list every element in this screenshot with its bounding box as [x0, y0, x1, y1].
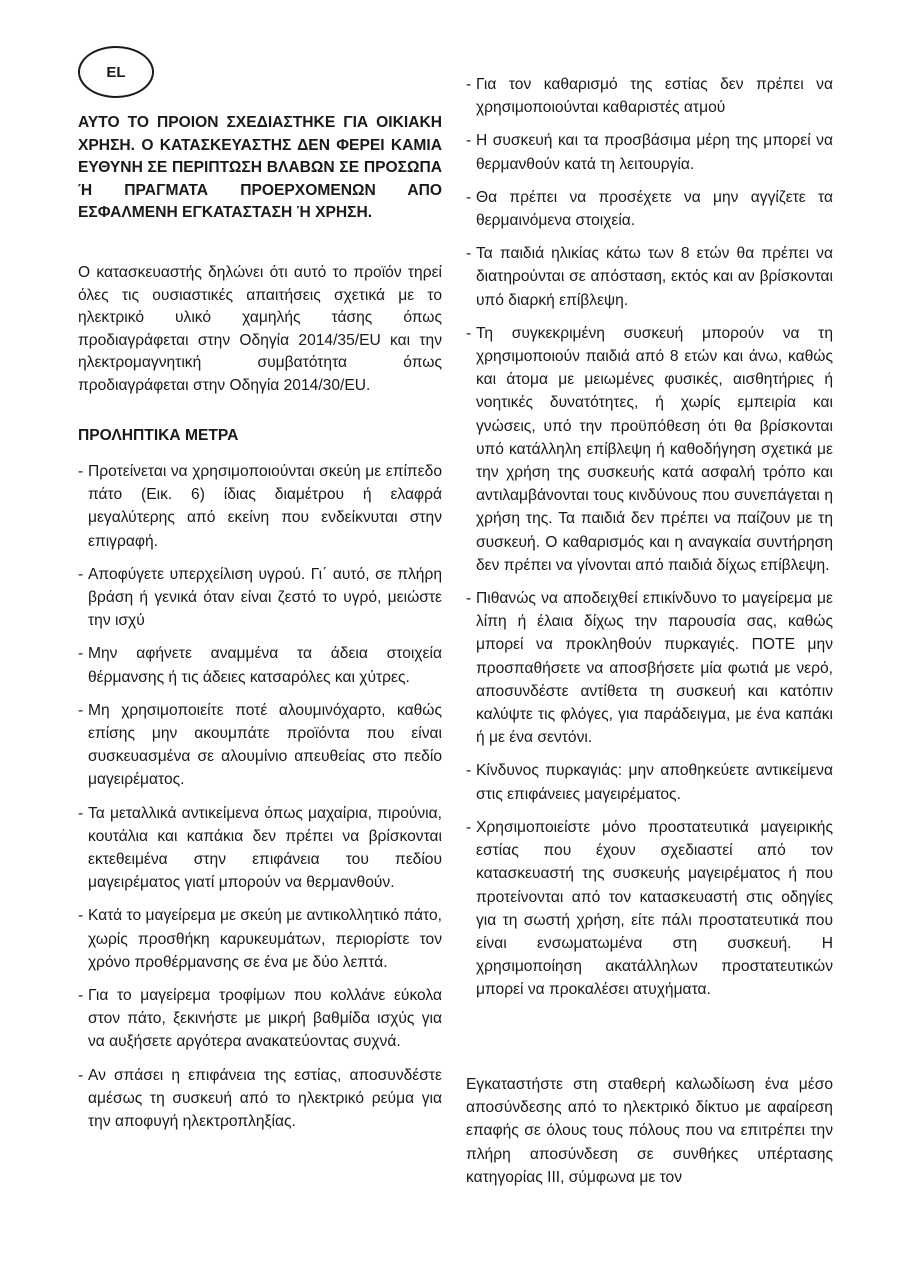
list-item	[78, 904, 442, 974]
dash: -	[466, 76, 472, 93]
list-item	[466, 73, 833, 119]
dash: -	[78, 1066, 84, 1084]
safety-warning: ΑΥΤΟ ΤΟ ΠΡΟΙΟΝ ΣΧΕΔΙΑΣΤΗΚΕ ΓΙΑ ΟΙΚΙΑΚΗ ΧΡΗΣΗ. Ο ΚΑΤΑΣΚΕΥΑΣΤΗΣ ΔΕΝ ΦΕΡΕΙ ΚΑΜΙΑ ΕΥΘΥΝΗ ΣΕ ΠΕΡΙΠΤΩΣΗ ΒΛΑΒΩΝ ΣΕ ΠΡΟΣΩΠΑ Ή ΠΡΑΓΜΑΤΑ ΠΡΟΕΡΧΟΜΕΝΩΝ ΑΠΟ ΕΣΦΑΛΜΕΝΗ ΕΓΚΑΤΑΣΤΑΣΗ Ή ΧΡΗΣΗ.	[78, 114, 442, 222]
list-item	[78, 1064, 442, 1134]
dash: -	[466, 762, 472, 780]
list-item-text: Τα μεταλλικά αντικείμενα όπως μαχαίρια, πιρούνια, κουτάλια και καπάκια δεν πρέπει να βρίσκονται εκτεθειμένα στην επιφάνεια του πεδίου μαγειρέματος γιατί μπορούν να θερμανθούν.	[88, 804, 442, 892]
dash: -	[78, 701, 84, 719]
dash: -	[78, 804, 84, 822]
list-item-text: Για τον καθαρισμό της εστίας δεν πρέπει να χρησιμοποιούνται καθαριστές ατμού	[476, 76, 833, 117]
list-item-text: Αποφύγετε υπερχείλιση υγρού. Γι΄ αυτό, σε πλήρη βράση ή γενικά όταν είναι ζεστό το υγρό, μειώστε την ισχύ	[88, 565, 442, 630]
dash: -	[78, 565, 84, 583]
dash: -	[466, 245, 472, 263]
list-item	[466, 322, 833, 577]
list-item-text: Μη χρησιμοποιείτε ποτέ αλουμινόχαρτο, καθώς επίσης μην ακουμπάτε προϊόντα που είναι συσκευασμένα σε αλουμίνιο απευθείας στο πεδίο μαγειρέματος.	[88, 701, 442, 789]
list-item-text: Για το μαγείρεμα τροφίμων που κολλάνε εύκολα στον πάτο, ξεκινήστε με μικρή βαθμίδα ισχύς για να αυξήσετε αργότερα ανακατεύοντας συχνά.	[88, 987, 442, 1051]
precautions-list-left	[78, 460, 442, 1143]
list-item-text: Τη συγκεκριμένη συσκευή μπορούν να τη χρησιμοποιούν παιδιά από 8 ετών και άνω, καθώς και άτομα με μειωμένες φυσικές, αισθητήριες ή νοητικές δυνατότητες, ή χωρίς εμπειρία και γνώσεις, υπό την προϋπόθεση ότι θα βρίσκονται υπό κατάλληλη επίβλεψη ή καθοδήγηση σχετικά με την χρήση της συσκευής κατά ασφαλή τρόπο και αντιλαμβάνονται τους κινδύνους που συνεπάγεται η χρήση της. Τα παιδιά δεν πρέπει να παίζουν με τη συσκευή. Ο καθαρισμός και η αναγκαία συντήρηση δεν πρέπει να γίνονται από παιδιά δίχως επίβλεψη.	[476, 324, 833, 574]
list-item-text: Αν σπάσει η επιφάνεια της εστίας, αποσυνδέστε αμέσως τη συσκευή από το ηλεκτρικό ρεύμα για την αποφυγή ηλεκτροπληξίας.	[88, 1066, 442, 1131]
dash: -	[78, 463, 84, 480]
list-item	[78, 563, 442, 633]
list-item-text: Θα πρέπει να προσέχετε να μην αγγίζετε τα θερμαινόμενα στοιχεία.	[476, 188, 833, 230]
language-badge	[78, 46, 154, 98]
list-item	[466, 816, 833, 1002]
dash: -	[466, 590, 472, 608]
list-item-text: Κατά το μαγείρεμα με σκεύη με αντικολλητικό πάτο, χωρίς προσθήκη καρυκευμάτων, περιορίστε τον χρόνο προθέρμανσης σε ένα με δύο λεπτά.	[88, 907, 442, 971]
list-item	[466, 759, 833, 805]
dash: -	[466, 188, 472, 206]
dash: -	[78, 907, 84, 925]
list-item	[78, 802, 442, 895]
dash: -	[78, 645, 84, 663]
dash: -	[466, 132, 472, 150]
list-item	[78, 984, 442, 1054]
list-item	[466, 587, 833, 749]
language-code: EL	[106, 63, 126, 81]
list-item	[78, 699, 442, 792]
list-item-text: Πιθανώς να αποδειχθεί επικίνδυνο το μαγείρεμα με λίπη ή έλαια δίχως την παρουσία σας, καθώς μπορεί να προκληθούν πυρκαγιές. ΠΟΤΕ μην προσπαθήσετε να αποσβήσετε μία φωτιά με νερό, αποσυνδέστε αντίθετα τη συσκευή και κατόπιν καλύψτε τις φλόγες, για παράδειγμα, με ένα καπάκι ή με ένα σεντόνι.	[476, 590, 833, 747]
list-item	[466, 242, 833, 312]
list-item	[466, 129, 833, 175]
dash: -	[466, 818, 472, 836]
dash: -	[466, 324, 472, 342]
section-heading: ΠΡΟΛΗΠΤΙΚΑ ΜΕΤΡΑ	[78, 427, 239, 444]
list-item-text: Κίνδυνος πυρκαγιάς: μην αποθηκεύετε αντικείμενα στις επιφάνειες μαγειρέματος.	[476, 762, 833, 803]
list-item-text: Χρησιμοποιείστε μόνο προστατευτικά μαγειρικής εστίας που έχουν σχεδιαστεί από τον κατασκευαστή της συσκευής μαγειρέματος ή που προτείνονται από τον κατασκευαστή στις οδηγίες για τη σωστή χρήση, είτε πάλι προστατευτικά που είναι ενσωματωμένα στη συσκευή. Η χρησιμοποίηση ακατάλληλων προστατευτικών μπορεί να προκαλέσει ατυχήματα.	[476, 818, 833, 999]
installation-note: Εγκαταστήστε στη σταθερή καλωδίωση ένα μέσο αποσύνδεσης από το ηλεκτρικό δίκτυο με αφαίρεση επαφής σε όλους τους πόλους που να επιτρέπει την πλήρη αποσύνδεση σε συνθήκες υπέρτασης κατηγορίας III, σύμφωνα με τον	[466, 1076, 833, 1186]
list-item	[466, 186, 833, 232]
conformity-declaration: Ο κατασκευαστής δηλώνει ότι αυτό το προϊόν τηρεί όλες τις ουσιαστικές απαιτήσεις σχετικά με το ηλεκτρικό υλικό χαμηλής τάσης όπως προδιαγράφεται στην Οδηγία 2014/35/EU και την ηλεκτρομαγνητική συμβατότητα όπως προδιαγράφεται στην Οδηγία 2014/30/EU.	[78, 264, 442, 394]
precautions-list-right	[466, 73, 833, 1012]
list-item-text: Η συσκευή και τα προσβάσιμα μέρη της μπορεί να θερμανθούν κατά τη λειτουργία.	[476, 132, 833, 173]
list-item-text: Προτείνεται να χρησιμοποιούνται σκεύη με επίπεδο πάτο (Εικ. 6) ίδιας διαμέτρου ή ελαφρά μεγαλύτερης από εκείνη που ενδείκνυται στην επιγραφή.	[88, 463, 442, 550]
list-item	[78, 460, 442, 553]
list-item-text: Μην αφήνετε αναμμένα τα άδεια στοιχεία θέρμανσης ή τις άδειες κατσαρόλες και χύτρες.	[88, 645, 442, 686]
list-item	[78, 642, 442, 688]
list-item-text: Τα παιδιά ηλικίας κάτω των 8 ετών θα πρέπει να διατηρούνται σε απόσταση, εκτός και αν βρίσκονται υπό διαρκή επίβλεψη.	[476, 245, 833, 309]
dash: -	[78, 987, 84, 1005]
